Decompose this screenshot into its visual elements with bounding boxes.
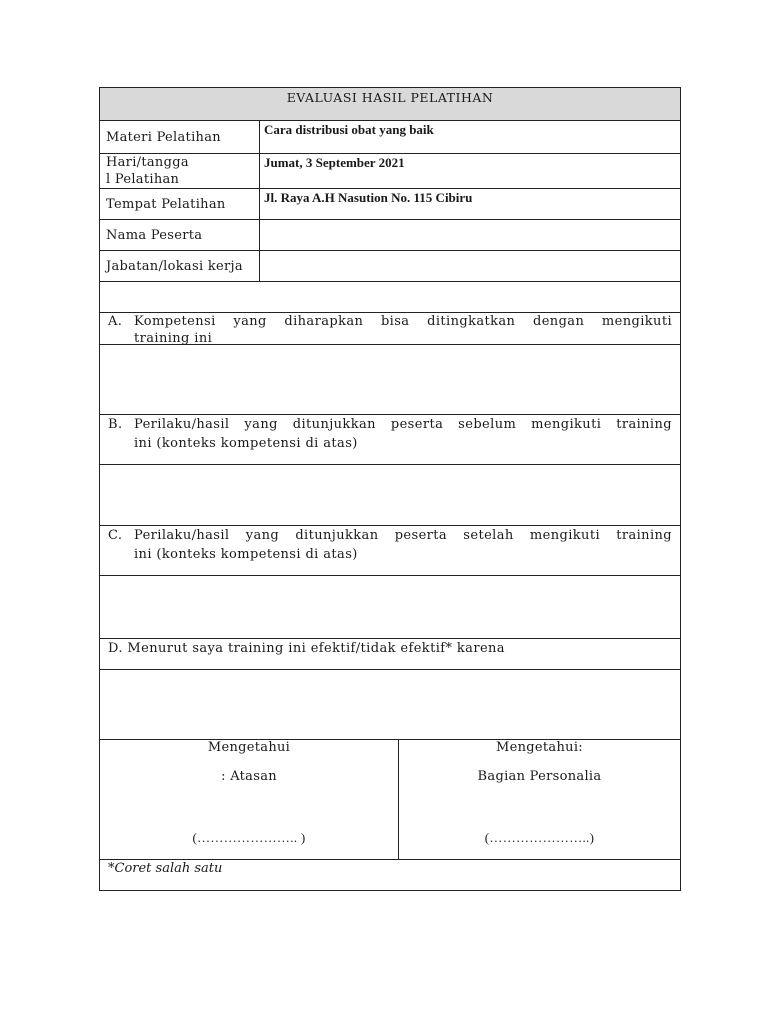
field-label-hari-line2: l Pelatihan: [106, 172, 180, 187]
field-value-hari[interactable]: Jumat, 3 September 2021: [264, 155, 405, 170]
section-b-line2: ini (konteks kompetensi di atas): [134, 436, 358, 451]
signature-atasan-heading: Mengetahui: [207, 740, 291, 755]
field-value-tempat[interactable]: Jl. Raya A.H Nasution No. 115 Cibiru: [264, 190, 473, 205]
signature-personalia-heading: Mengetahui:: [496, 740, 583, 755]
section-a-answer[interactable]: [100, 345, 680, 415]
section-c-letter: C.: [108, 528, 123, 543]
evaluation-form: [99, 87, 681, 891]
section-a-letter: A.: [108, 314, 123, 329]
section-d-answer[interactable]: [100, 670, 680, 740]
section-c-line1: Perilaku/hasil yang ditunjukkan peserta setelah mengikuti training: [134, 528, 672, 543]
section-c-line2: ini (konteks kompetensi di atas): [134, 547, 358, 562]
field-label-jabatan: Jabatan/lokasi kerja: [100, 251, 260, 281]
signature-personalia: [399, 740, 680, 859]
section-c-answer[interactable]: [100, 576, 680, 639]
section-b-answer[interactable]: [100, 465, 680, 526]
footnote-text: *Coret salah satu: [108, 861, 223, 876]
field-row-jabatan: [100, 251, 680, 282]
signature-personalia-role: Bagian Personalia: [477, 769, 602, 784]
field-label-tempat: Tempat Pelatihan: [100, 189, 260, 219]
form-title-text: EVALUASI HASIL PELATIHAN: [286, 90, 494, 105]
footnote: [100, 860, 680, 890]
section-d-text: D. Menurut saya training ini efektif/tidak efektif* karena: [108, 641, 505, 656]
field-value-materi[interactable]: Cara distribusi obat yang baik: [264, 122, 434, 137]
field-label-nama: Nama Peserta: [100, 220, 260, 250]
signature-atasan-line[interactable]: (………………….. ): [192, 830, 306, 845]
field-label-hari-line1: Hari/tangga: [106, 155, 189, 170]
section-b-line1: Perilaku/hasil yang ditunjukkan peserta sebelum mengikuti training: [134, 417, 672, 432]
field-row-materi: [100, 121, 680, 154]
section-a-header: [100, 313, 680, 345]
signature-atasan-role: : Atasan: [221, 769, 277, 784]
spacer-row: [100, 282, 680, 313]
field-value-jabatan[interactable]: [260, 251, 680, 281]
signature-row: [100, 740, 680, 860]
section-b-header: [100, 415, 680, 465]
field-label-materi: Materi Pelatihan: [100, 121, 260, 153]
section-d-header: [100, 639, 680, 670]
section-b-letter: B.: [108, 417, 123, 432]
field-row-hari: [100, 154, 680, 189]
section-a-line1: Kompetensi yang diharapkan bisa ditingkatkan dengan mengikuti: [134, 314, 672, 329]
field-value-nama[interactable]: [260, 220, 680, 250]
section-c-header: [100, 526, 680, 576]
field-row-tempat: [100, 189, 680, 220]
signature-atasan: [100, 740, 399, 859]
form-title: [100, 88, 680, 121]
field-row-nama: [100, 220, 680, 251]
field-label-hari: [100, 154, 260, 188]
signature-personalia-line[interactable]: (…………………..): [484, 830, 595, 845]
section-a-line2: training ini: [134, 331, 213, 346]
